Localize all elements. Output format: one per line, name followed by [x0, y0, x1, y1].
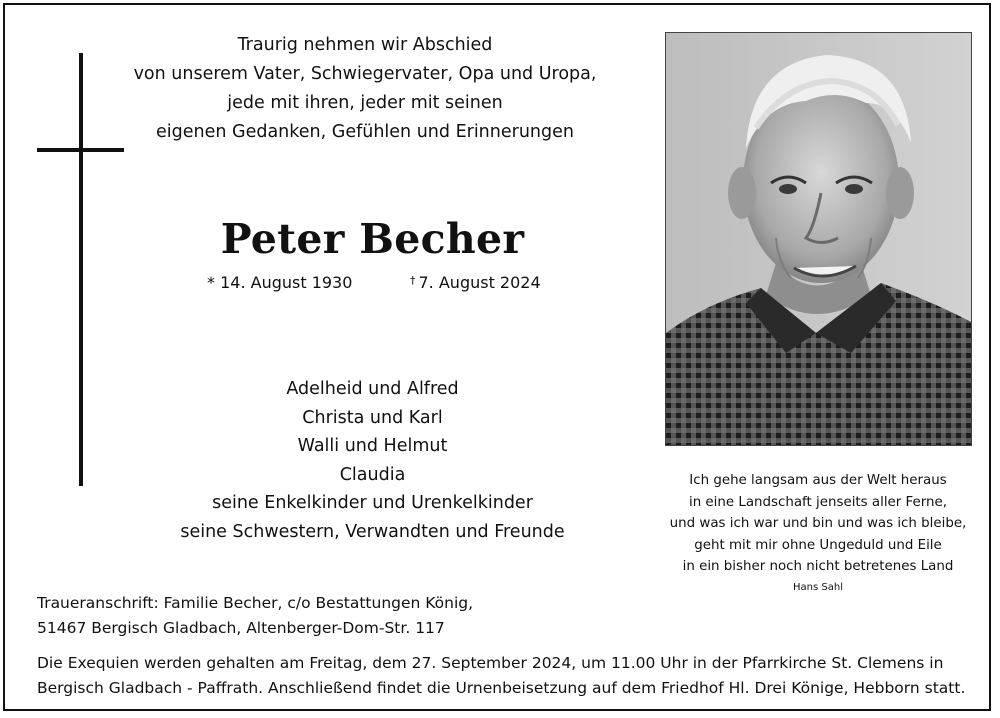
- family-list: [115, 375, 630, 547]
- cross-icon-bar: [37, 148, 124, 152]
- family-line: seine Enkelkinder und Urenkelkinder: [212, 493, 533, 514]
- portrait-photo: [665, 32, 972, 446]
- death-date: [410, 273, 541, 292]
- poem-line: und was ich war und bin und was ich bleibe,: [669, 516, 967, 531]
- poem: [645, 470, 991, 578]
- family-line: Walli und Helmut: [297, 436, 448, 457]
- birth-date: * 14. August 1930: [207, 273, 353, 292]
- intro-line: jede mit ihren, jeder mit seinen: [227, 93, 503, 113]
- cross-icon: [79, 53, 83, 486]
- deceased-name: Peter Becher: [220, 215, 525, 263]
- intro-line: von unserem Vater, Schwiegervater, Opa und Uropa,: [133, 64, 597, 84]
- portrait-image: [666, 33, 972, 446]
- poem-line: in eine Landschaft jenseits aller Ferne,: [688, 494, 948, 510]
- poem-author: Hans Sahl: [793, 582, 843, 593]
- obituary-card: [3, 3, 991, 711]
- service-line: Bergisch Gladbach - Paffrath. Anschließend findet die Urnenbeisetzung auf dem Friedhof Hl. Drei Könige, Hebborn statt.: [37, 678, 966, 697]
- mourning-address: [37, 591, 473, 640]
- poem-line: Ich gehe langsam aus der Welt heraus: [689, 473, 947, 488]
- address-line: Traueranschrift: Familie Becher, c/o Bestattungen König,: [37, 594, 474, 612]
- address-line: 51467 Bergisch Gladbach, Altenberger-Dom-Str. 117: [37, 618, 445, 637]
- family-line: Claudia: [339, 464, 406, 485]
- death-date-value: 7. August 2024: [418, 273, 541, 292]
- poem-line: in ein bisher noch nicht betretenes Land: [682, 559, 954, 574]
- funeral-service-info: [37, 651, 965, 700]
- intro-text: [45, 31, 685, 147]
- service-line: Die Exequien werden gehalten am Freitag, dem 27. September 2024, um 11.00 Uhr in der Pfarrkirche St. Clemens in: [37, 654, 944, 672]
- family-line: Christa und Karl: [302, 407, 443, 428]
- intro-line: Traurig nehmen wir Abschied: [237, 35, 493, 55]
- poem-line: geht mit mir ohne Ungeduld und Eile: [694, 537, 942, 553]
- dagger-icon: †: [410, 274, 416, 287]
- intro-line: eigenen Gedanken, Gefühlen und Erinnerungen: [156, 122, 574, 142]
- family-line: Adelheid und Alfred: [286, 379, 459, 399]
- family-line: seine Schwestern, Verwandten und Freunde: [180, 521, 565, 542]
